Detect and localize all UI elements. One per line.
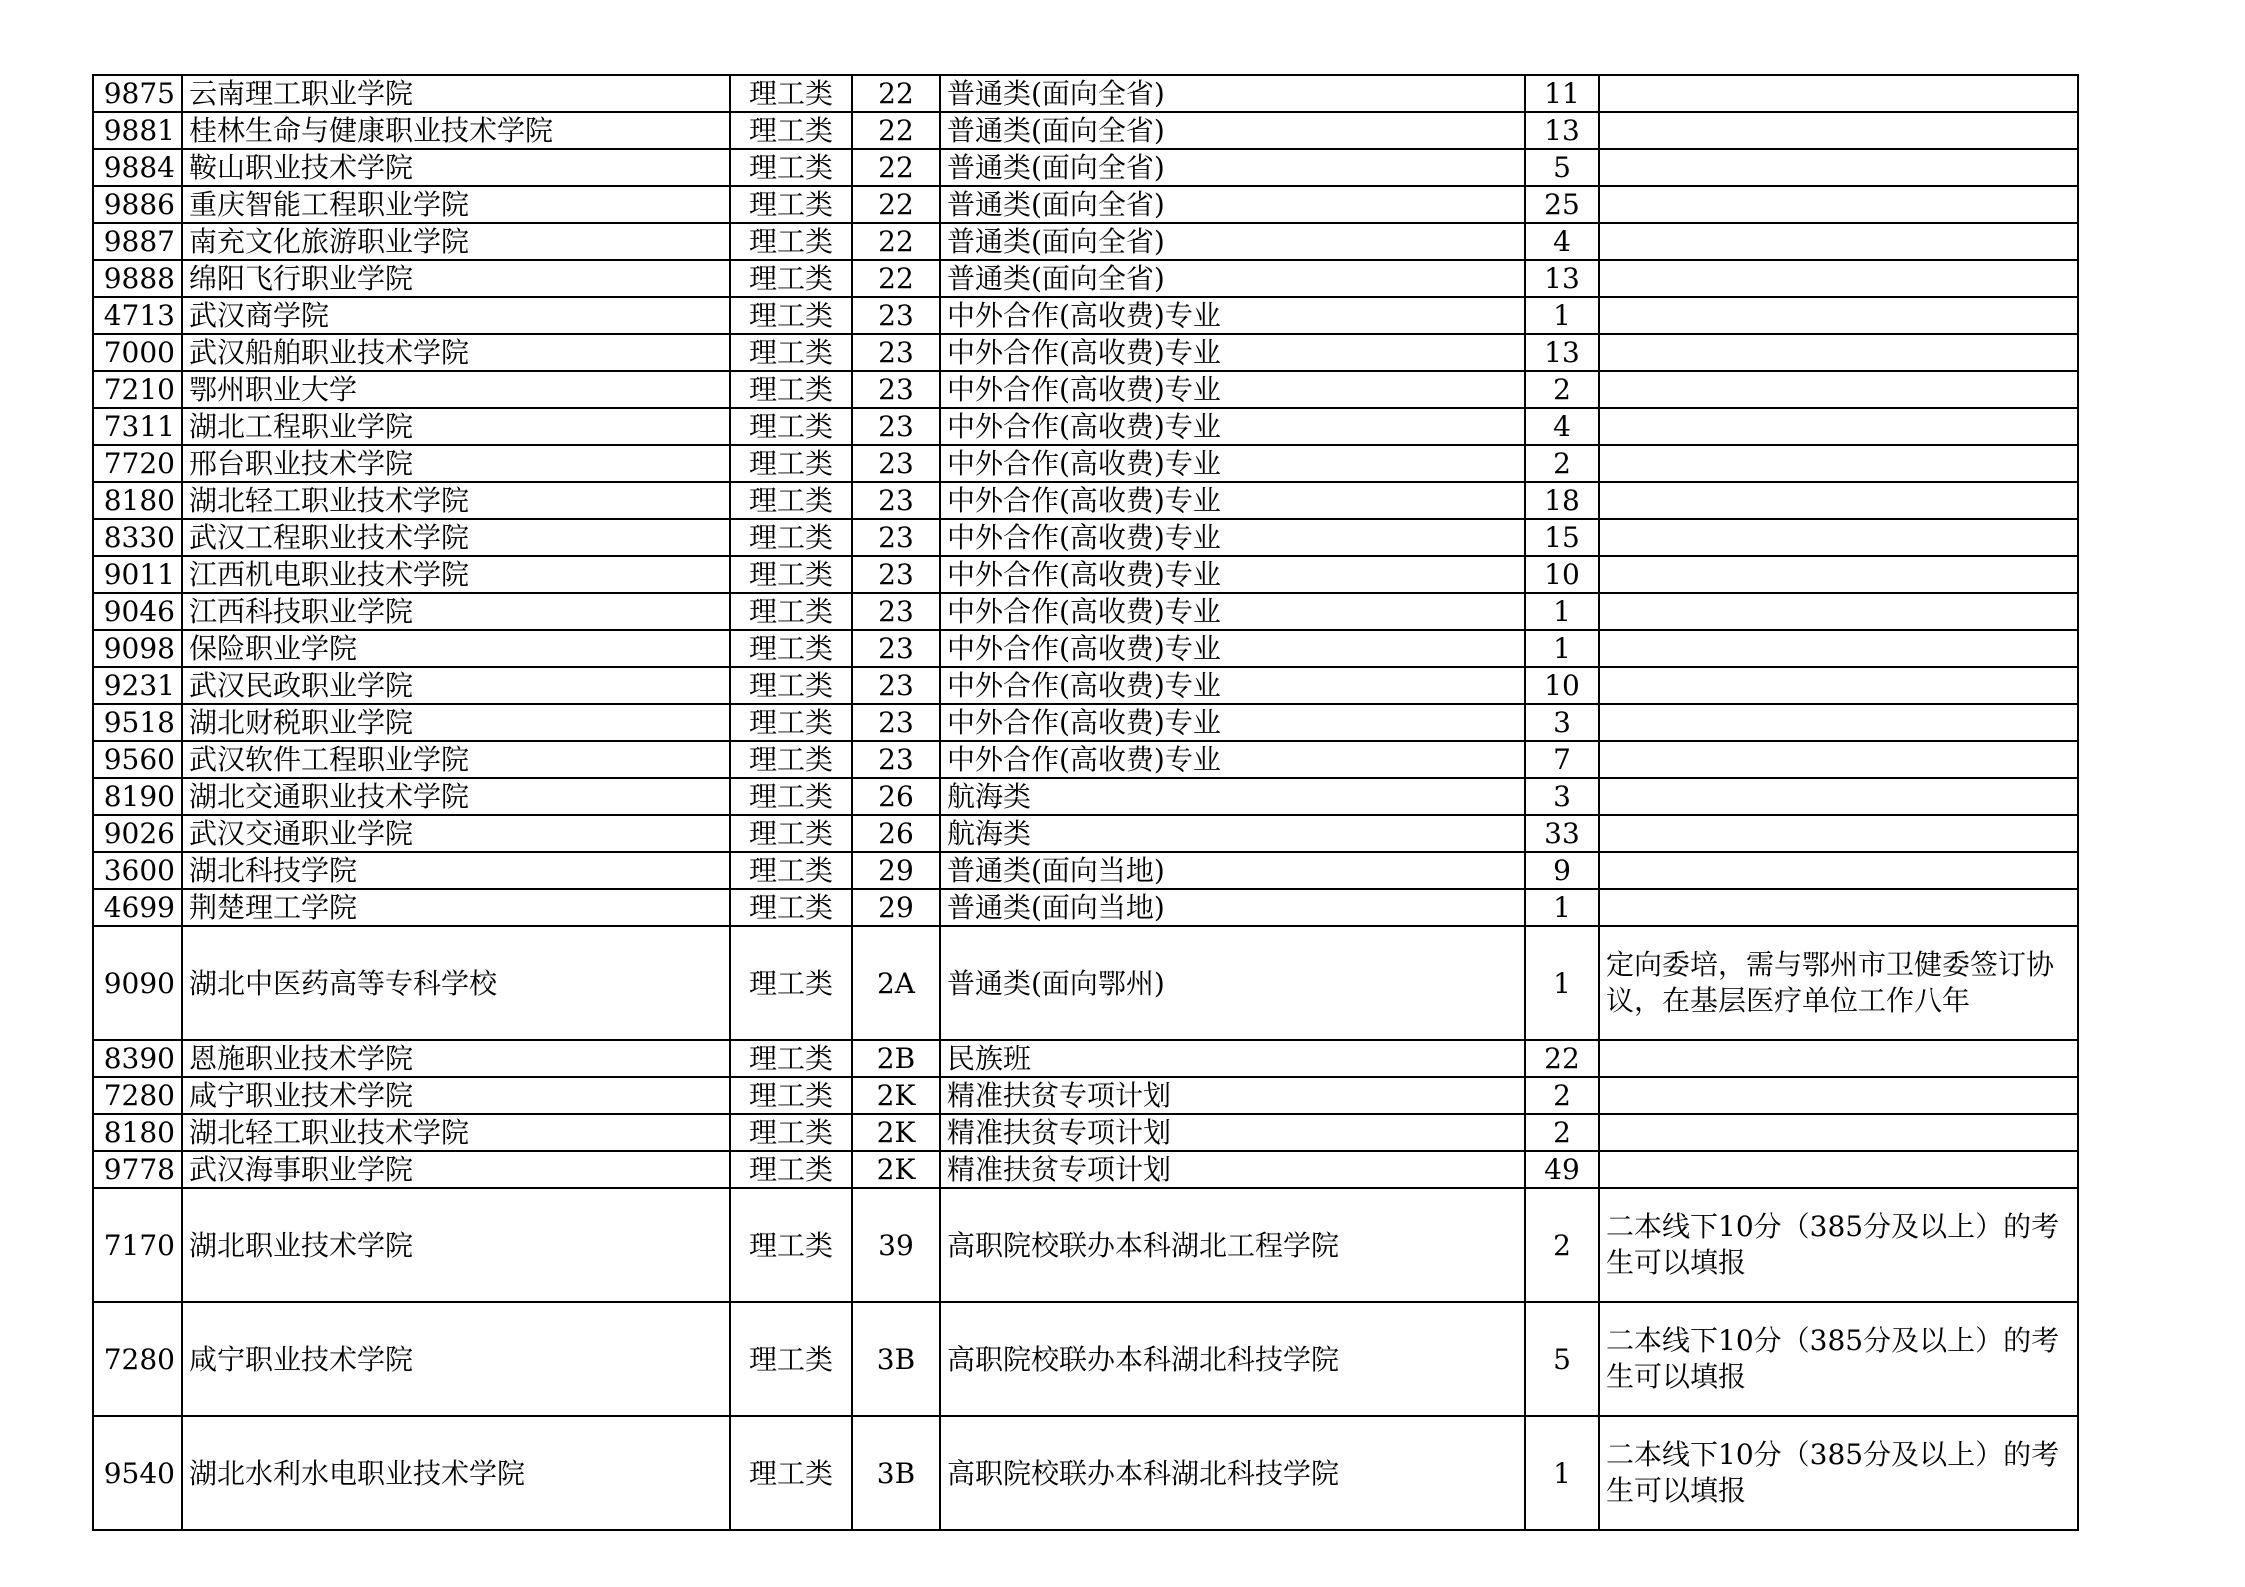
- school-code-cell: 7280: [93, 1077, 182, 1114]
- plan-type-cell: 中外合作(高收费)专业: [940, 704, 1525, 741]
- school-name-cell: 武汉交通职业学院: [182, 815, 730, 852]
- plan-count-cell: 5: [1525, 149, 1599, 186]
- note-cell: [1599, 593, 2078, 630]
- category-cell: 理工类: [730, 75, 852, 112]
- plan-type-cell: 中外合作(高收费)专业: [940, 519, 1525, 556]
- school-code-cell: 7170: [93, 1188, 182, 1302]
- plan-count-cell: 10: [1525, 667, 1599, 704]
- note-cell: [1599, 75, 2078, 112]
- school-name-cell: 荆楚理工学院: [182, 889, 730, 926]
- batch-code-cell: 26: [852, 815, 940, 852]
- school-name-cell: 武汉民政职业学院: [182, 667, 730, 704]
- school-code-cell: 9026: [93, 815, 182, 852]
- school-code-cell: 9888: [93, 260, 182, 297]
- plan-type-cell: 中外合作(高收费)专业: [940, 408, 1525, 445]
- plan-type-cell: 航海类: [940, 815, 1525, 852]
- category-cell: 理工类: [730, 408, 852, 445]
- school-name-cell: 湖北轻工职业技术学院: [182, 482, 730, 519]
- batch-code-cell: 23: [852, 704, 940, 741]
- category-cell: 理工类: [730, 1040, 852, 1077]
- batch-code-cell: 2K: [852, 1077, 940, 1114]
- table-row: [93, 1114, 2078, 1151]
- category-cell: 理工类: [730, 1188, 852, 1302]
- batch-code-cell: 23: [852, 482, 940, 519]
- batch-code-cell: 3B: [852, 1416, 940, 1530]
- plan-type-cell: 普通类(面向全省): [940, 75, 1525, 112]
- category-cell: 理工类: [730, 630, 852, 667]
- table-row: [93, 741, 2078, 778]
- school-name-cell: 武汉软件工程职业学院: [182, 741, 730, 778]
- batch-code-cell: 2K: [852, 1114, 940, 1151]
- category-cell: 理工类: [730, 815, 852, 852]
- plan-type-cell: 高职院校联办本科湖北科技学院: [940, 1416, 1525, 1530]
- plan-count-cell: 2: [1525, 1077, 1599, 1114]
- category-cell: 理工类: [730, 741, 852, 778]
- plan-count-cell: 13: [1525, 334, 1599, 371]
- school-name-cell: 湖北水利水电职业技术学院: [182, 1416, 730, 1530]
- category-cell: 理工类: [730, 1114, 852, 1151]
- plan-type-cell: 高职院校联办本科湖北科技学院: [940, 1302, 1525, 1416]
- school-name-cell: 邢台职业技术学院: [182, 445, 730, 482]
- note-cell: [1599, 297, 2078, 334]
- plan-count-cell: 22: [1525, 1040, 1599, 1077]
- note-cell: [1599, 630, 2078, 667]
- plan-type-cell: 中外合作(高收费)专业: [940, 482, 1525, 519]
- school-code-cell: 4699: [93, 889, 182, 926]
- school-code-cell: 7311: [93, 408, 182, 445]
- note-cell: [1599, 519, 2078, 556]
- category-cell: 理工类: [730, 1416, 852, 1530]
- school-code-cell: 7280: [93, 1302, 182, 1416]
- plan-type-cell: 高职院校联办本科湖北工程学院: [940, 1188, 1525, 1302]
- note-cell: [1599, 1151, 2078, 1188]
- batch-code-cell: 3B: [852, 1302, 940, 1416]
- school-name-cell: 南充文化旅游职业学院: [182, 223, 730, 260]
- school-code-cell: 8190: [93, 778, 182, 815]
- note-cell: [1599, 889, 2078, 926]
- school-name-cell: 咸宁职业技术学院: [182, 1077, 730, 1114]
- plan-count-cell: 3: [1525, 704, 1599, 741]
- batch-code-cell: 23: [852, 519, 940, 556]
- table-row: [93, 815, 2078, 852]
- category-cell: 理工类: [730, 112, 852, 149]
- school-name-cell: 武汉商学院: [182, 297, 730, 334]
- school-code-cell: 8180: [93, 482, 182, 519]
- school-code-cell: 9046: [93, 593, 182, 630]
- plan-type-cell: 中外合作(高收费)专业: [940, 593, 1525, 630]
- table-row: [93, 112, 2078, 149]
- table-row: [93, 1302, 2078, 1416]
- note-cell: 二本线下10分（385分及以上）的考生可以填报: [1599, 1302, 2078, 1416]
- school-code-cell: 8330: [93, 519, 182, 556]
- plan-type-cell: 普通类(面向全省): [940, 149, 1525, 186]
- batch-code-cell: 22: [852, 223, 940, 260]
- plan-count-cell: 2: [1525, 371, 1599, 408]
- category-cell: 理工类: [730, 704, 852, 741]
- table-row: [93, 371, 2078, 408]
- plan-type-cell: 精准扶贫专项计划: [940, 1077, 1525, 1114]
- school-name-cell: 鞍山职业技术学院: [182, 149, 730, 186]
- school-name-cell: 武汉船舶职业技术学院: [182, 334, 730, 371]
- plan-count-cell: 33: [1525, 815, 1599, 852]
- plan-type-cell: 普通类(面向当地): [940, 852, 1525, 889]
- school-name-cell: 江西机电职业技术学院: [182, 556, 730, 593]
- batch-code-cell: 23: [852, 371, 940, 408]
- school-name-cell: 绵阳飞行职业学院: [182, 260, 730, 297]
- plan-type-cell: 中外合作(高收费)专业: [940, 741, 1525, 778]
- category-cell: 理工类: [730, 1302, 852, 1416]
- batch-code-cell: 22: [852, 186, 940, 223]
- note-cell: [1599, 667, 2078, 704]
- school-name-cell: 湖北交通职业技术学院: [182, 778, 730, 815]
- batch-code-cell: 23: [852, 741, 940, 778]
- category-cell: 理工类: [730, 297, 852, 334]
- category-cell: 理工类: [730, 889, 852, 926]
- school-code-cell: 9090: [93, 926, 182, 1040]
- note-cell: [1599, 704, 2078, 741]
- category-cell: 理工类: [730, 926, 852, 1040]
- note-cell: [1599, 482, 2078, 519]
- plan-count-cell: 3: [1525, 778, 1599, 815]
- school-name-cell: 湖北财税职业学院: [182, 704, 730, 741]
- batch-code-cell: 22: [852, 75, 940, 112]
- plan-count-cell: 11: [1525, 75, 1599, 112]
- plan-count-cell: 10: [1525, 556, 1599, 593]
- school-name-cell: 湖北科技学院: [182, 852, 730, 889]
- batch-code-cell: 22: [852, 112, 940, 149]
- table-row: [93, 667, 2078, 704]
- plan-count-cell: 1: [1525, 1416, 1599, 1530]
- table-row: [93, 926, 2078, 1040]
- table-body: [93, 75, 2078, 1530]
- category-cell: 理工类: [730, 149, 852, 186]
- category-cell: 理工类: [730, 186, 852, 223]
- school-name-cell: 鄂州职业大学: [182, 371, 730, 408]
- plan-type-cell: 普通类(面向全省): [940, 112, 1525, 149]
- school-name-cell: 恩施职业技术学院: [182, 1040, 730, 1077]
- note-cell: [1599, 334, 2078, 371]
- school-code-cell: 9560: [93, 741, 182, 778]
- plan-count-cell: 25: [1525, 186, 1599, 223]
- table-row: [93, 519, 2078, 556]
- note-cell: [1599, 408, 2078, 445]
- note-cell: [1599, 445, 2078, 482]
- plan-type-cell: 中外合作(高收费)专业: [940, 371, 1525, 408]
- plan-count-cell: 2: [1525, 445, 1599, 482]
- plan-type-cell: 中外合作(高收费)专业: [940, 297, 1525, 334]
- batch-code-cell: 26: [852, 778, 940, 815]
- school-code-cell: 9540: [93, 1416, 182, 1530]
- table-row: [93, 1040, 2078, 1077]
- school-name-cell: 江西科技职业学院: [182, 593, 730, 630]
- school-code-cell: 3600: [93, 852, 182, 889]
- note-cell: [1599, 1114, 2078, 1151]
- table-row: [93, 334, 2078, 371]
- note-cell: 二本线下10分（385分及以上）的考生可以填报: [1599, 1416, 2078, 1530]
- plan-count-cell: 4: [1525, 223, 1599, 260]
- plan-count-cell: 5: [1525, 1302, 1599, 1416]
- category-cell: 理工类: [730, 667, 852, 704]
- note-cell: [1599, 741, 2078, 778]
- table-row: [93, 186, 2078, 223]
- plan-count-cell: 18: [1525, 482, 1599, 519]
- table-row: [93, 889, 2078, 926]
- plan-type-cell: 普通类(面向鄂州): [940, 926, 1525, 1040]
- plan-count-cell: 1: [1525, 630, 1599, 667]
- school-code-cell: 9881: [93, 112, 182, 149]
- batch-code-cell: 22: [852, 260, 940, 297]
- category-cell: 理工类: [730, 223, 852, 260]
- school-code-cell: 9778: [93, 1151, 182, 1188]
- table-row: [93, 1151, 2078, 1188]
- table-row: [93, 482, 2078, 519]
- plan-type-cell: 普通类(面向当地): [940, 889, 1525, 926]
- school-name-cell: 重庆智能工程职业学院: [182, 186, 730, 223]
- category-cell: 理工类: [730, 556, 852, 593]
- category-cell: 理工类: [730, 445, 852, 482]
- school-code-cell: 8390: [93, 1040, 182, 1077]
- plan-count-cell: 4: [1525, 408, 1599, 445]
- school-name-cell: 湖北轻工职业技术学院: [182, 1114, 730, 1151]
- plan-type-cell: 普通类(面向全省): [940, 186, 1525, 223]
- plan-type-cell: 中外合作(高收费)专业: [940, 630, 1525, 667]
- batch-code-cell: 23: [852, 297, 940, 334]
- school-code-cell: 9887: [93, 223, 182, 260]
- plan-type-cell: 精准扶贫专项计划: [940, 1151, 1525, 1188]
- table-row: [93, 149, 2078, 186]
- note-cell: [1599, 112, 2078, 149]
- batch-code-cell: 23: [852, 334, 940, 371]
- school-name-cell: 武汉工程职业技术学院: [182, 519, 730, 556]
- school-code-cell: 9875: [93, 75, 182, 112]
- batch-code-cell: 22: [852, 149, 940, 186]
- plan-count-cell: 7: [1525, 741, 1599, 778]
- table-row: [93, 852, 2078, 889]
- plan-type-cell: 中外合作(高收费)专业: [940, 556, 1525, 593]
- plan-count-cell: 9: [1525, 852, 1599, 889]
- batch-code-cell: 23: [852, 408, 940, 445]
- batch-code-cell: 2A: [852, 926, 940, 1040]
- school-name-cell: 咸宁职业技术学院: [182, 1302, 730, 1416]
- note-cell: [1599, 1040, 2078, 1077]
- school-code-cell: 4713: [93, 297, 182, 334]
- category-cell: 理工类: [730, 852, 852, 889]
- school-name-cell: 湖北工程职业学院: [182, 408, 730, 445]
- school-name-cell: 云南理工职业学院: [182, 75, 730, 112]
- category-cell: 理工类: [730, 778, 852, 815]
- plan-count-cell: 2: [1525, 1114, 1599, 1151]
- category-cell: 理工类: [730, 519, 852, 556]
- batch-code-cell: 39: [852, 1188, 940, 1302]
- school-code-cell: 9518: [93, 704, 182, 741]
- table-row: [93, 1188, 2078, 1302]
- batch-code-cell: 23: [852, 445, 940, 482]
- note-cell: [1599, 186, 2078, 223]
- batch-code-cell: 2K: [852, 1151, 940, 1188]
- plan-count-cell: 1: [1525, 593, 1599, 630]
- school-code-cell: 7720: [93, 445, 182, 482]
- plan-type-cell: 民族班: [940, 1040, 1525, 1077]
- table-row: [93, 1077, 2078, 1114]
- plan-count-cell: 1: [1525, 297, 1599, 334]
- plan-type-cell: 中外合作(高收费)专业: [940, 667, 1525, 704]
- plan-count-cell: 13: [1525, 260, 1599, 297]
- note-cell: [1599, 778, 2078, 815]
- batch-code-cell: 29: [852, 889, 940, 926]
- school-code-cell: 7000: [93, 334, 182, 371]
- school-code-cell: 7210: [93, 371, 182, 408]
- table-row: [93, 556, 2078, 593]
- plan-count-cell: 2: [1525, 1188, 1599, 1302]
- school-code-cell: 9098: [93, 630, 182, 667]
- enrollment-table: [92, 74, 2079, 1531]
- plan-count-cell: 49: [1525, 1151, 1599, 1188]
- plan-count-cell: 13: [1525, 112, 1599, 149]
- table-row: [93, 593, 2078, 630]
- note-cell: 二本线下10分（385分及以上）的考生可以填报: [1599, 1188, 2078, 1302]
- school-name-cell: 武汉海事职业学院: [182, 1151, 730, 1188]
- plan-count-cell: 15: [1525, 519, 1599, 556]
- table-row: [93, 223, 2078, 260]
- school-code-cell: 9884: [93, 149, 182, 186]
- plan-type-cell: 普通类(面向全省): [940, 260, 1525, 297]
- note-cell: [1599, 371, 2078, 408]
- table-row: [93, 445, 2078, 482]
- school-name-cell: 湖北中医药高等专科学校: [182, 926, 730, 1040]
- table-row: [93, 408, 2078, 445]
- category-cell: 理工类: [730, 593, 852, 630]
- table-row: [93, 1416, 2078, 1530]
- batch-code-cell: 2B: [852, 1040, 940, 1077]
- batch-code-cell: 23: [852, 630, 940, 667]
- batch-code-cell: 23: [852, 556, 940, 593]
- category-cell: 理工类: [730, 260, 852, 297]
- note-cell: [1599, 852, 2078, 889]
- category-cell: 理工类: [730, 334, 852, 371]
- plan-type-cell: 精准扶贫专项计划: [940, 1114, 1525, 1151]
- category-cell: 理工类: [730, 371, 852, 408]
- school-code-cell: 9231: [93, 667, 182, 704]
- category-cell: 理工类: [730, 1151, 852, 1188]
- note-cell: [1599, 1077, 2078, 1114]
- batch-code-cell: 23: [852, 667, 940, 704]
- plan-count-cell: 1: [1525, 926, 1599, 1040]
- plan-type-cell: 普通类(面向全省): [940, 223, 1525, 260]
- table-row: [93, 704, 2078, 741]
- category-cell: 理工类: [730, 1077, 852, 1114]
- school-code-cell: 8180: [93, 1114, 182, 1151]
- batch-code-cell: 29: [852, 852, 940, 889]
- batch-code-cell: 23: [852, 593, 940, 630]
- table-row: [93, 75, 2078, 112]
- school-code-cell: 9011: [93, 556, 182, 593]
- plan-type-cell: 航海类: [940, 778, 1525, 815]
- note-cell: [1599, 556, 2078, 593]
- note-cell: [1599, 260, 2078, 297]
- plan-type-cell: 中外合作(高收费)专业: [940, 334, 1525, 371]
- note-cell: [1599, 223, 2078, 260]
- table-row: [93, 778, 2078, 815]
- school-name-cell: 桂林生命与健康职业技术学院: [182, 112, 730, 149]
- school-name-cell: 保险职业学院: [182, 630, 730, 667]
- plan-type-cell: 中外合作(高收费)专业: [940, 445, 1525, 482]
- note-cell: 定向委培，需与鄂州市卫健委签订协议，在基层医疗单位工作八年: [1599, 926, 2078, 1040]
- plan-count-cell: 1: [1525, 889, 1599, 926]
- school-name-cell: 湖北职业技术学院: [182, 1188, 730, 1302]
- school-code-cell: 9886: [93, 186, 182, 223]
- table-row: [93, 297, 2078, 334]
- table-row: [93, 260, 2078, 297]
- note-cell: [1599, 815, 2078, 852]
- category-cell: 理工类: [730, 482, 852, 519]
- table-row: [93, 630, 2078, 667]
- note-cell: [1599, 149, 2078, 186]
